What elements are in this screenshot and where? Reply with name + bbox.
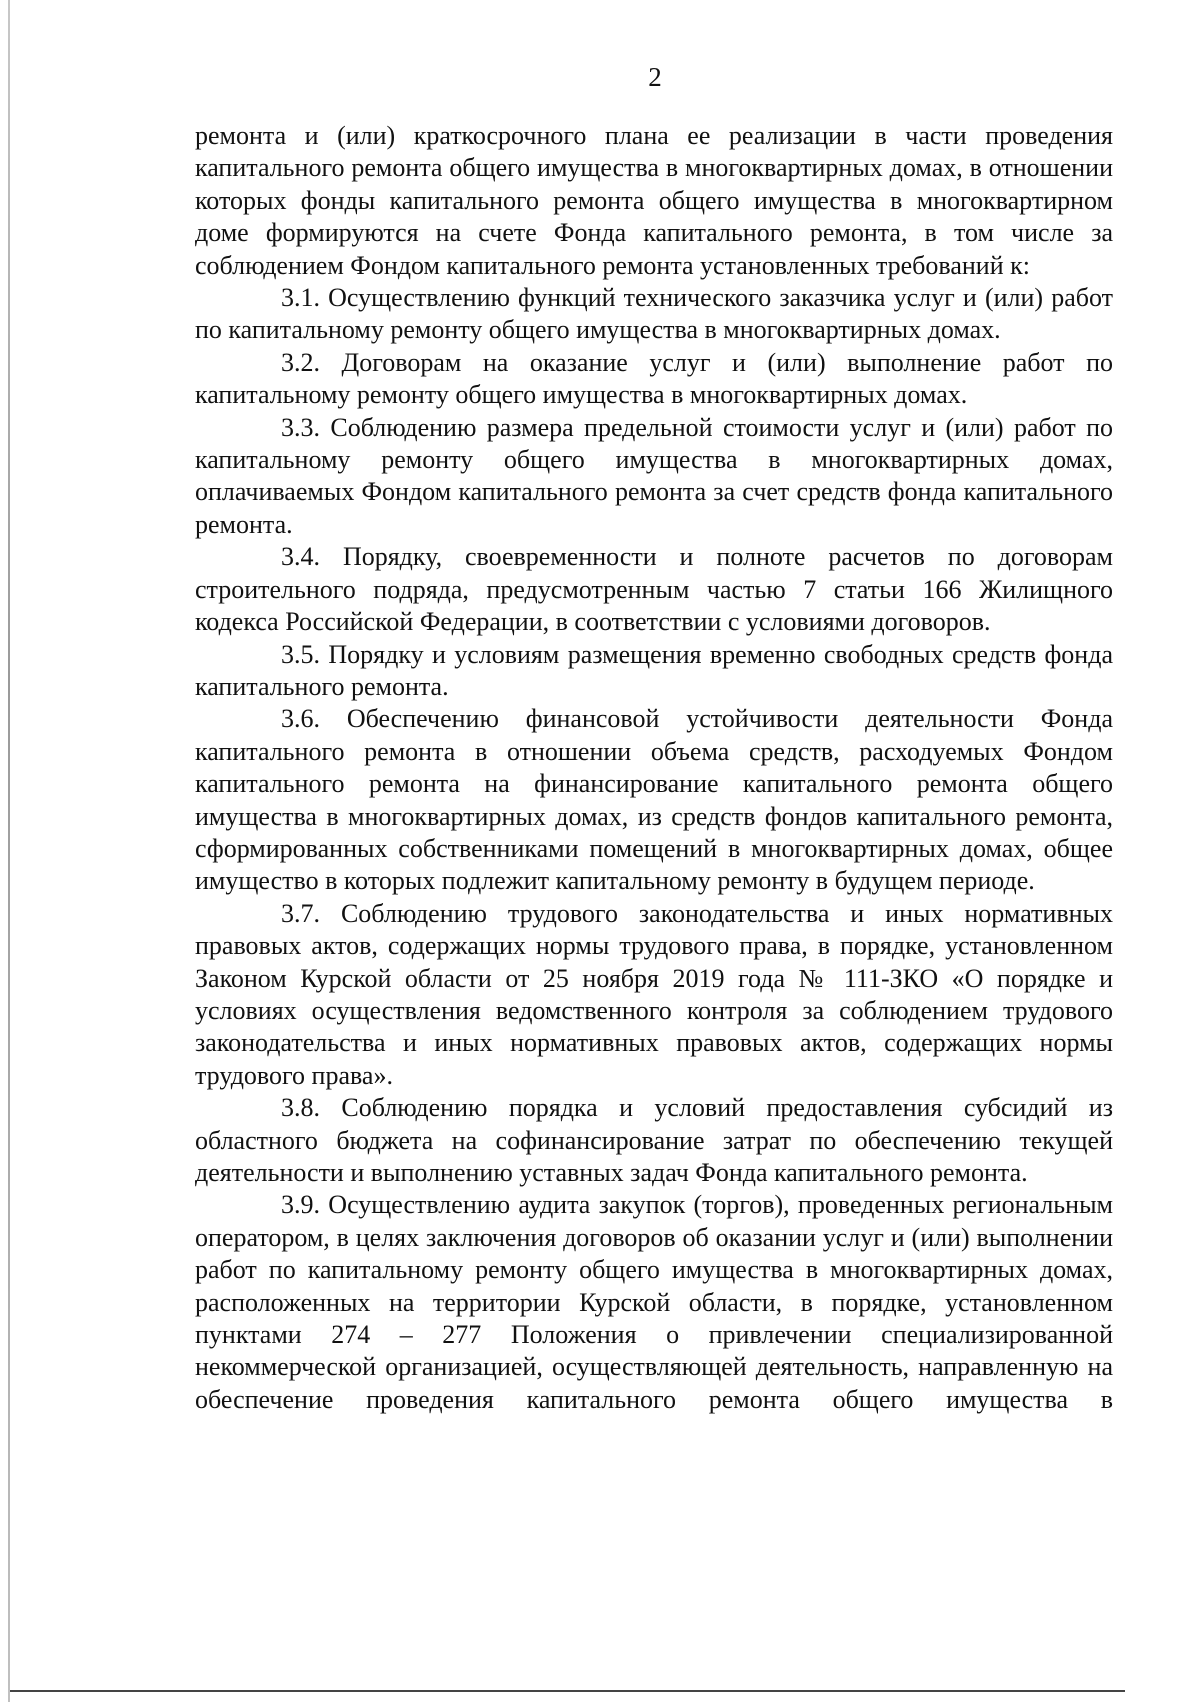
paragraph-3-3: 3.3. Соблюдению размера предельной стоимости услуг и (или) работ по капитальному ремонту общего имущества в многоквартирных домах, оплачиваемых Фондом капитального ремонта за счет средств фонда капитального ремонта. (195, 412, 1113, 539)
paragraph-3-8: 3.8. Соблюдению порядка и условий предоставления субсидий из областного бюджета на софинансирование затрат по обеспечению текущей деятельности и выполнению уставных задач Фонда капитального ремонта. (195, 1093, 1113, 1187)
paragraph-3-5: 3.5. Порядку и условиям размещения временно свободных средств фонда капитального ремонта. (195, 639, 1113, 701)
scan-edge-left (8, 0, 10, 1702)
document-body (195, 120, 1113, 1416)
paragraph-3-1: 3.1. Осуществлению функций технического заказчика услуг и (или) работ по капитальному ремонту общего имущества в многоквартирных домах. (195, 283, 1113, 345)
paragraph-3-7: 3.7. Соблюдению трудового законодательства и иных нормативных правовых актов, содержащих нормы трудового права, в порядке, установленном Законом Курской области от 25 ноября 2019 года № 111-ЗКО «О порядке и условиях осуществления ведомственного контроля за соблюдением трудового законодательства и иных нормативных правовых актов, содержащих нормы трудового права». (195, 898, 1113, 1090)
paragraph-3-2: 3.2. Договорам на оказание услуг и (или) выполнение работ по капитальному ремонту общего имущества в многоквартирных домах. (195, 347, 1113, 410)
page-number: 2 (648, 62, 662, 92)
scan-edge-bottom (10, 1690, 1125, 1692)
paragraph-3-4: 3.4. Порядку, своевременности и полноте расчетов по договорам строительного подряда, предусмотренным частью 7 статьи 166 Жилищного кодекса Российской Федерации, в соответствии с условиями договоров. (195, 542, 1113, 637)
paragraph-intro-continuation: ремонта и (или) краткосрочного плана ее реализации в части проведения капитального ремонта общего имущества в многоквартирных домах, в отношении которых фонды капитального ремонта общего имущества в многоквартирном доме формируются на счете Фонда капитального ремонта, в том числе за соблюдением Фондом капитального ремонта установленных требований к: (195, 121, 1113, 280)
paragraph-3-6: 3.6. Обеспечению финансовой устойчивости деятельности Фонда капитального ремонта в отношении объема средств, расходуемых Фондом капитального ремонта на финансирование капитального ремонта общего имущества в многоквартирных домах, из средств фондов капитального ремонта, сформированных собственниками помещений в многоквартирных домах, общее имущество в которых подлежит капитальному ремонту в будущем периоде. (195, 704, 1113, 896)
paragraph-3-9: 3.9. Осуществлению аудита закупок (торгов), проведенных региональным оператором, в целях заключения договоров об оказании услуг и (или) выполнении работ по капитальному ремонту общего имущества в многоквартирных домах, расположенных на территории Курской области, в порядке, установленном пунктами 274 – 277 Положения о привлечении специализированной некоммерческой организацией, осуществляющей деятельность, направленную на обеспечение проведения капитального ремонта общего имущества в (195, 1190, 1113, 1414)
